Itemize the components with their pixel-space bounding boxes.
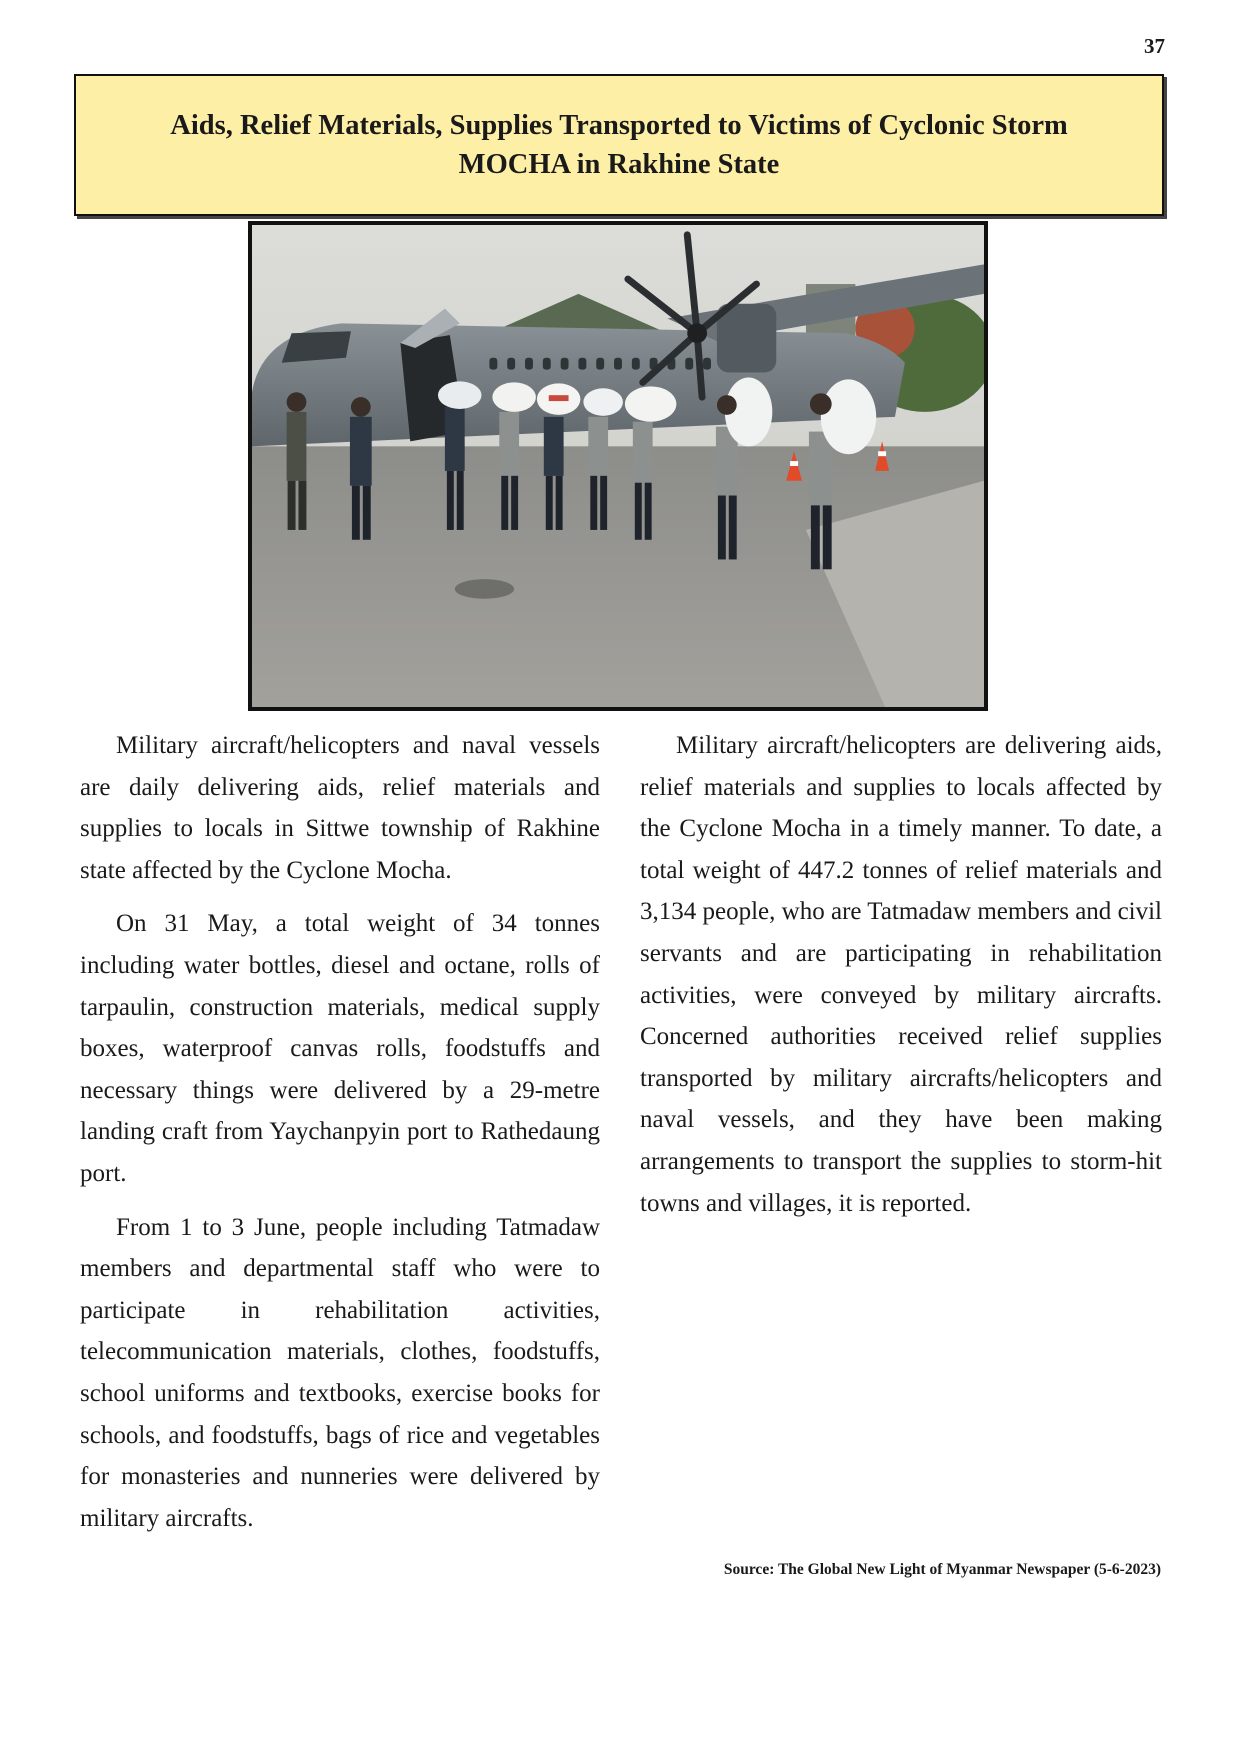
- article-photo: [248, 221, 988, 711]
- source-citation: Source: The Global New Light of Myanmar Newspaper (5-6-2023): [723, 1561, 1161, 1578]
- left-paragraph-3: From 1 to 3 June, people including Tatmadaw members and departmental staff who were to participate in rehabilitation activities, telecommunication materials, clothes, foodstuffs, school uniforms and textbooks, exercise books for schools, and foodstuffs, bags of rice and vegetables for monasteries and nunneries were delivered by military aircrafts.: [80, 1213, 600, 1532]
- title-line-1: Aids, Relief Materials, Supplies Transported to Victims of Cyclonic Storm: [170, 110, 1068, 141]
- aircraft-loading-photo-icon: [252, 225, 984, 707]
- right-paragraph-1: Military aircraft/helicopters are delivering aids, relief materials and supplies to locals affected by the Cyclone Mocha in a timely manner. To date, a total weight of 447.2 tonnes of relief materials and 3,134 people, who are Tatmadaw members and civil servants and are participating in rehabilitation activities, were conveyed by military aircrafts. Concerned authorities received relief supplies transported by military aircrafts/helicopters and naval vessels, and they have been making arrangements to transport the supplies to storm-hit towns and villages, it is reported.: [640, 732, 1162, 1217]
- right-column: [640, 725, 1162, 1236]
- title-box: [74, 74, 1164, 216]
- title-line-2: MOCHA in Rakhine State: [458, 149, 780, 180]
- left-paragraph-1: Military aircraft/helicopters and naval vessels are daily delivering aids, relief materials and supplies to locals in Sittwe township of Rakhine state affected by the Cyclone Mocha.: [80, 732, 600, 884]
- page-number: 37: [1144, 34, 1165, 58]
- left-column: [80, 725, 600, 1551]
- left-paragraph-2: On 31 May, a total weight of 34 tonnes including water bottles, diesel and octane, rolls of tarpaulin, construction materials, medical supply boxes, waterproof canvas rolls, foodstuffs and necessary things were delivered by a 29-metre landing craft from Yaychanpyin port to Rathedaung port.: [80, 910, 600, 1187]
